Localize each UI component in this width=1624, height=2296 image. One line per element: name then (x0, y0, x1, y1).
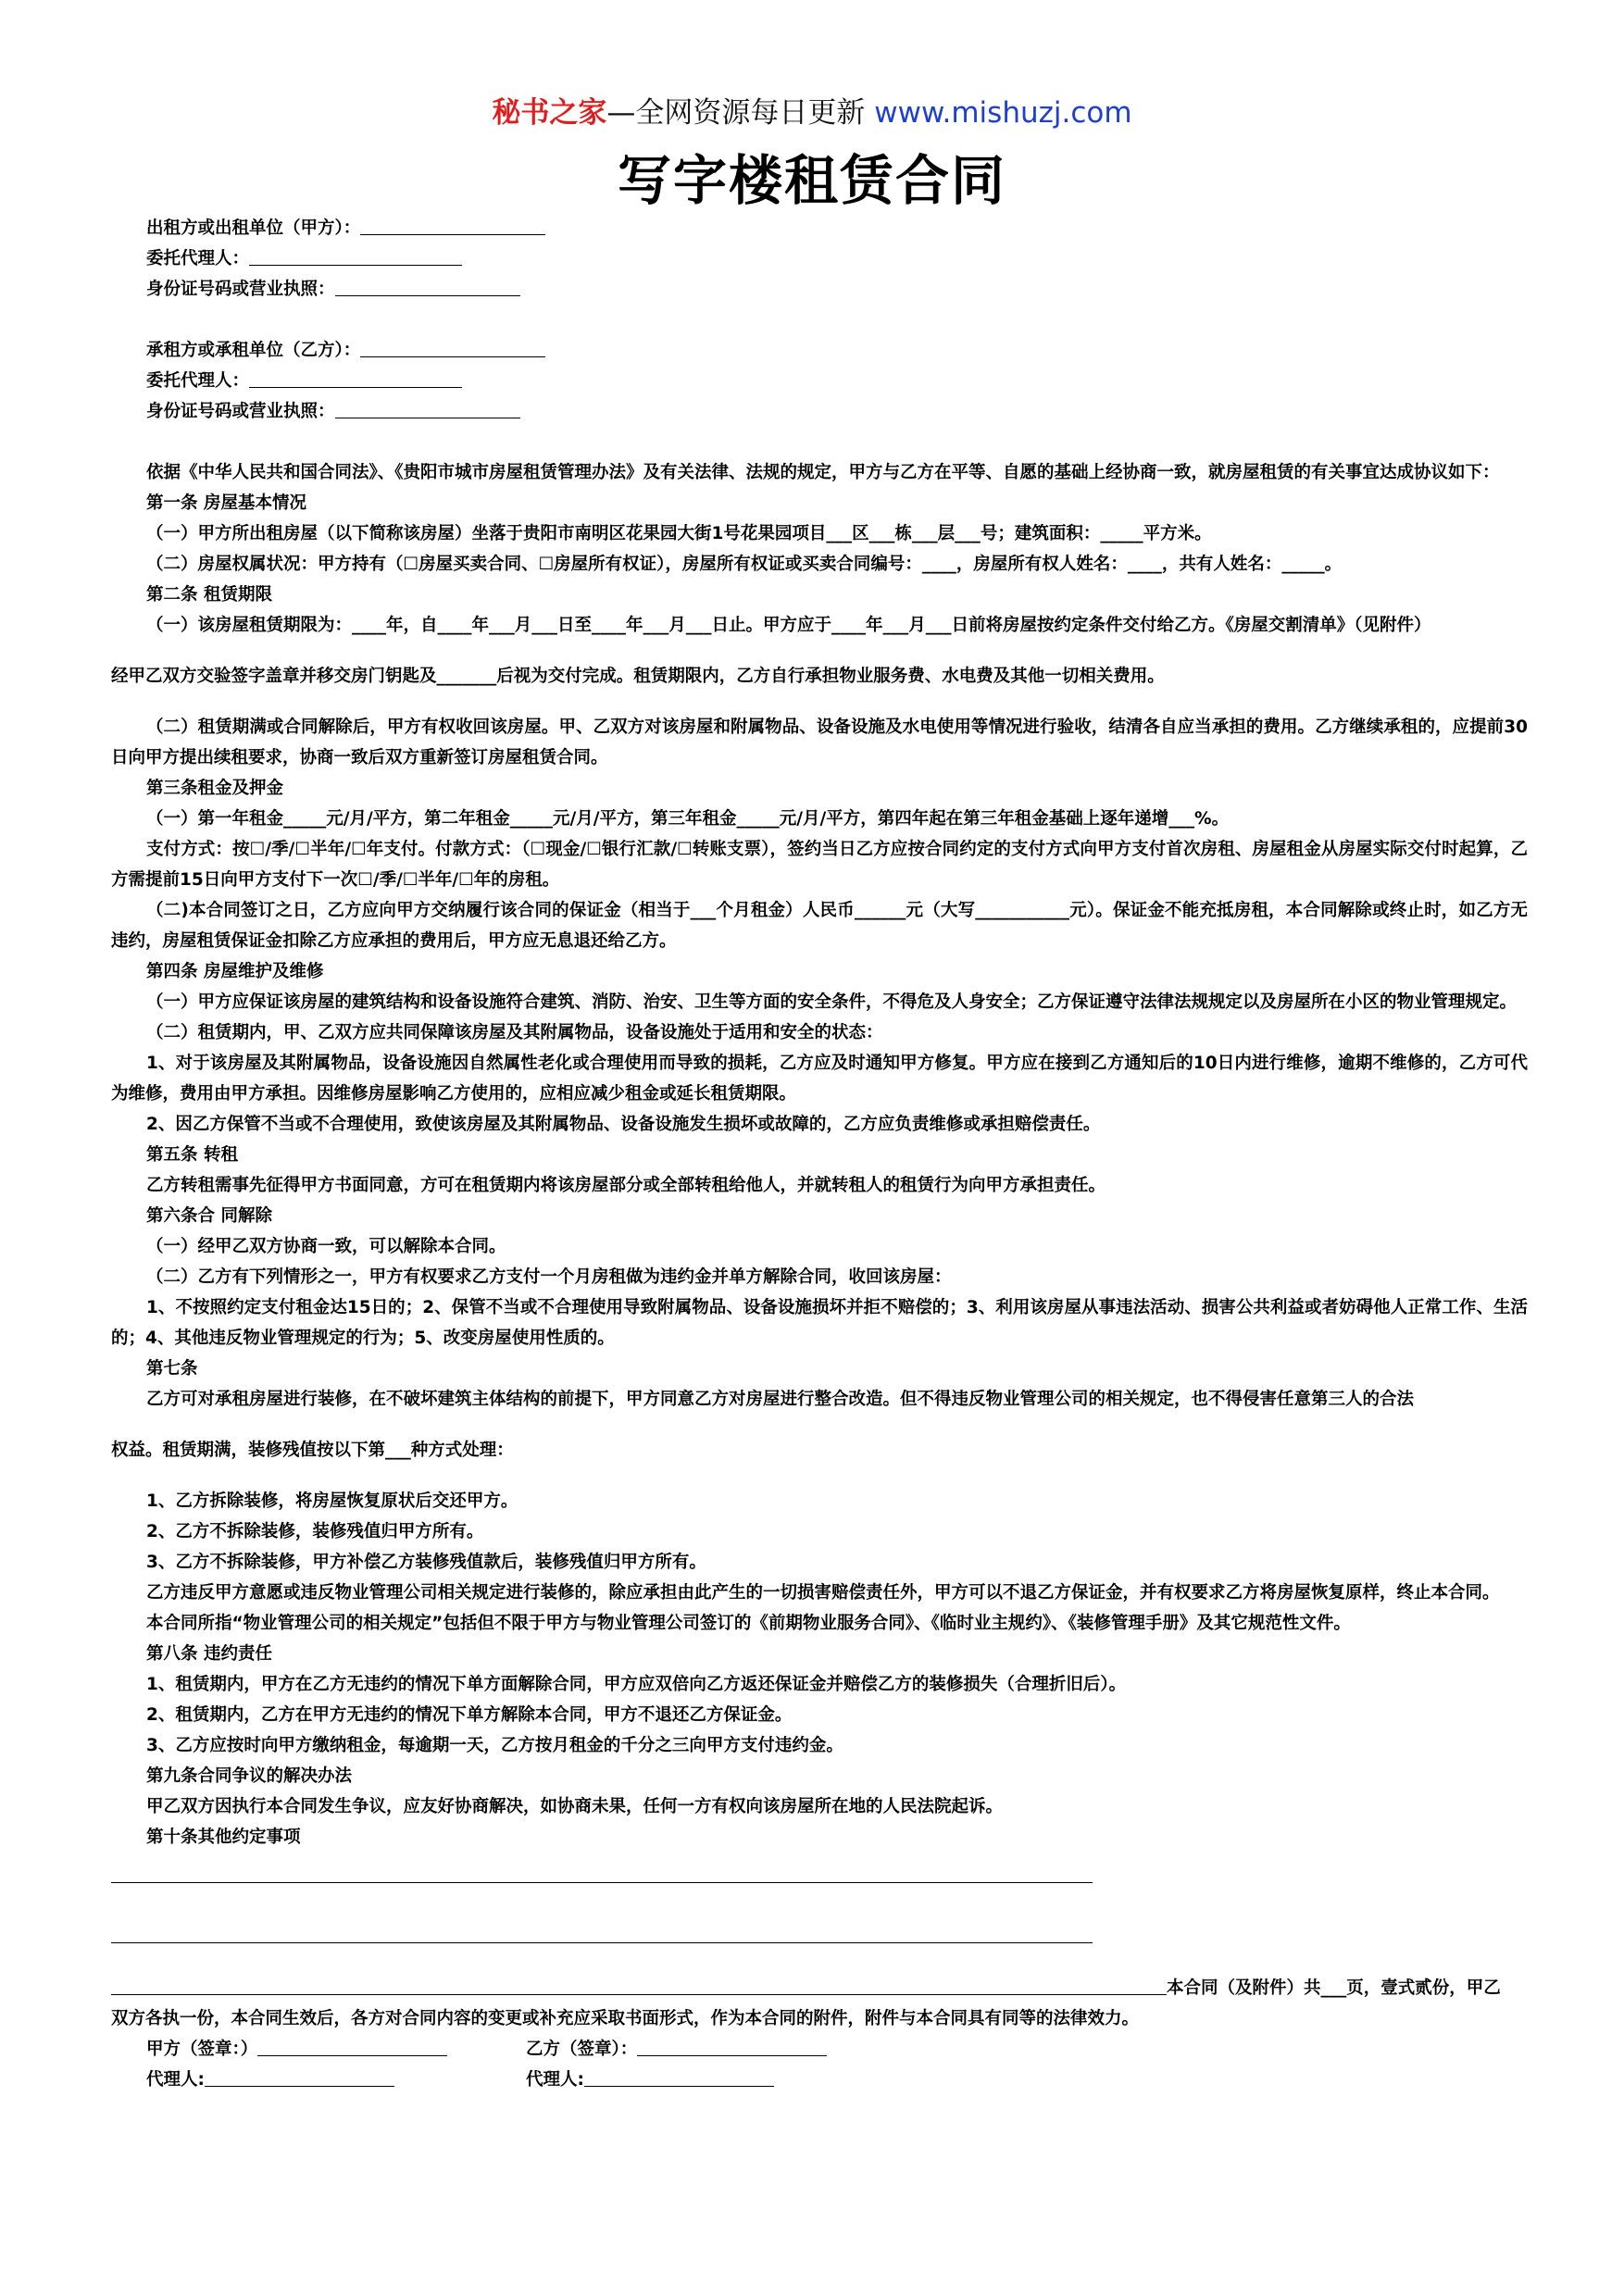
article-3-item-1: （一）第一年租金_____元/月/平方，第二年租金_____元/月/平方，第三年租金_____元/月/平方，第四年起在第三年租金基础上逐年递增___%。 (146, 809, 1230, 829)
lessee-id-blank (335, 399, 520, 418)
closing-effect: 双方各执一份，本合同生效后，各方对合同内容的变更或补充应采取书面形式，作为本合同的附件，附件与本合同具有同等的法律效力。 (111, 2009, 1140, 2028)
lessor-field (111, 213, 1528, 243)
article-2-heading: 第二条 租赁期限 (146, 585, 272, 605)
article-9-body: 甲乙双方因执行本合同发生争议，应友好协商解决，如协商未果，任何一方有权向该房屋所在地的人民法院起诉。 (146, 1797, 1004, 1816)
article-7-body-cont: 权益。租赁期满，装修残值按以下第___种方式处理： (111, 1441, 514, 1460)
article-3-item-2: （二)本合同签订之日，乙方应向甲方交纳履行该合同的保证金（相当于___个月租金）人民币______元（大写___________元）。保证金不能充抵房租，本合同解除或终止时，如乙方无违约，房屋租赁保证金扣除乙方应承担的费用后，甲方应无息退还给乙方。 (111, 901, 1528, 951)
lessor-agent-field (111, 243, 1528, 274)
article-1-item-1: （一）甲方所出租房屋（以下简称该房屋）坐落于贵阳市南明区花果园大街1号花果园项目___区___栋___层___号；建筑面积：_____平方米。 (146, 524, 1212, 543)
agent-b-label: 代理人: (526, 2070, 584, 2090)
agent-a-signature (146, 2065, 526, 2095)
agent-row (111, 2065, 1528, 2095)
lessor-label: 出租方或出租单位（甲方）： (146, 218, 361, 238)
lessee-agent-label: 委托代理人： (146, 371, 250, 391)
signature-row (111, 2034, 1528, 2065)
article-9-heading: 第九条合同争议的解决办法 (146, 1766, 353, 1786)
article-5-heading: 第五条 转租 (146, 1145, 238, 1165)
lessee-label: 承租方或承租单位（乙方）： (146, 341, 361, 360)
article-7-body: 乙方可对承租房屋进行装修，在不破坏建筑主体结构的前提下，甲方同意乙方对房屋进行整合改造。但不得违反物业管理公司的相关规定，也不得侵害任意第三人的合法 (146, 1390, 1415, 1409)
contract-body (111, 213, 1528, 2095)
lessor-agent-blank (249, 246, 462, 266)
article-6-item-2: （二）乙方有下列情形之一，甲方有权要求乙方支付一个月房租做为违约金并单方解除合同，收回该房屋： (146, 1267, 952, 1287)
article-8-item-2: 2、租赁期内，乙方在甲方无违约的情况下单方解除本合同，甲方不退还乙方保证金。 (146, 1705, 793, 1725)
lessor-agent-label: 委托代理人： (146, 249, 250, 268)
lessor-id-label: 身份证号码或营业执照： (146, 280, 335, 299)
closing-copies-text: 本合同（及附件）共___页，壹式贰份，甲乙 (1167, 1978, 1501, 1998)
lessee-field (111, 335, 1528, 366)
article-7-definition: 本合同所指“物业管理公司的相关规定”包括但不限于甲方与物业管理公司签订的《前期物业服务合同》、《临时业主规约》、《装修管理手册》及其它规范性文件。 (146, 1614, 1351, 1633)
article-1-item-2: （二）房屋权属状况：甲方持有（☐房屋买卖合同、☐房屋所有权证），房屋所有权证或买卖合同编号：____，房屋所有权人姓名：____，共有人姓名：_____。 (146, 555, 1343, 574)
lessor-id-blank (335, 277, 520, 296)
article-1-heading: 第一条 房屋基本情况 (146, 493, 306, 513)
site-slogan: —全网资源每日更新 (606, 96, 875, 130)
article-3-payment: 支付方式：按☐/季/☐半年/☐年支付。付款方式：（☐现金/☐银行汇款/☐转账支票），签约当日乙方应按合同约定的支付方式向甲方支付首次房租、房屋租金从房屋实际交付时起算，乙方需提前15日向甲方支付下一次☐/季/☐半年/☐年的房租。 (111, 840, 1528, 890)
lessor-id-field (111, 274, 1528, 305)
article-4-sub-2: 2、因乙方保管不当或不合理使用，致使该房屋及其附属物品、设备设施发生损坏或故障的，乙方应负责维修或承担赔偿责任。 (146, 1115, 1101, 1134)
site-banner (0, 94, 1624, 131)
article-7-option-3: 3、乙方不拆除装修，甲方补偿乙方装修残值款后，装修残值归甲方所有。 (146, 1553, 706, 1572)
other-terms-line-1 (111, 1853, 1093, 1883)
lessee-agent-blank (249, 368, 462, 388)
party-a-signature (146, 2034, 526, 2065)
party-b-label: 乙方（签章）： (526, 2040, 638, 2059)
article-8-heading: 第八条 违约责任 (146, 1644, 272, 1664)
article-3-heading: 第三条租金及押金 (146, 779, 284, 798)
preamble: 依据《中华人民共和国合同法》、《贵阳市城市房屋租赁管理办法》及有关法律、法规的规定，甲方与乙方在平等、自愿的基础上经协商一致，就房屋租赁的有关事宜达成协议如下： (146, 463, 1500, 482)
article-6-heading: 第六条合 同解除 (146, 1206, 272, 1226)
article-4-heading: 第四条 房屋维护及维修 (146, 962, 324, 981)
article-6-conditions: 1、不按照约定支付租金达15日的；2、保管不当或不合理使用导致附属物品、设备设施损坏并拒不赔偿的；3、利用该房屋从事违法活动、损害公共利益或者妨碍他人正常工作、生活的；4、其他违反物业管理规定的行为；5、改变房屋使用性质的。 (111, 1298, 1528, 1348)
agent-a-blank (205, 2067, 394, 2087)
article-8-item-3: 3、乙方应按时向甲方缴纳租金，每逾期一天，乙方按月租金的千分之三向甲方支付违约金。 (146, 1736, 843, 1755)
article-4-item-2: （二）租赁期内，甲、乙双方应共同保障该房屋及其附属物品，设备设施处于适用和安全的状态： (146, 1023, 883, 1042)
article-4-item-1: （一）甲方应保证该房屋的建筑结构和设备设施符合建筑、消防、治安、卫生等方面的安全条件，不得危及人身安全；乙方保证遵守法律法规规定以及房屋所在小区的物业管理规定。 (146, 992, 1518, 1012)
lessee-id-label: 身份证号码或营业执照： (146, 402, 335, 421)
article-2-item-2: （二）租赁期满或合同解除后，甲方有权收回该房屋。甲、乙双方对该房屋和附属物品、设备设施及水电使用等情况进行验收，结清各自应当承担的费用。乙方继续承租的，应提前30日向甲方提出续租要求，协商一致后双方重新签订房屋租赁合同。 (111, 718, 1528, 767)
agent-a-label: 代理人: (146, 2070, 205, 2090)
lessee-agent-field (111, 366, 1528, 396)
agent-b-blank (584, 2067, 774, 2087)
site-brand: 秘书之家 (492, 96, 607, 130)
contract-title: 写字楼租赁合同 (617, 149, 1006, 212)
article-10-heading: 第十条其他约定事项 (146, 1828, 301, 1847)
article-5-body: 乙方转租需事先征得甲方书面同意，方可在租赁期内将该房屋部分或全部转租给他人，并就转租人的租赁行为向甲方承担责任。 (146, 1176, 1106, 1195)
article-7-violation: 乙方违反甲方意愿或违反物业管理公司相关规定进行装修的，除应承担由此产生的一切损害赔偿责任外，甲方可以不退乙方保证金，并有权要求乙方将房屋恢复原样，终止本合同。 (146, 1583, 1500, 1603)
closing-copies (111, 1973, 1528, 2003)
lessee-blank (360, 338, 545, 357)
other-terms-line-2 (111, 1913, 1093, 1943)
party-a-blank (257, 2037, 447, 2056)
article-4-sub-1: 1、对于该房屋及其附属物品，设备设施因自然属性老化或合理使用而导致的损耗，乙方应及时通知甲方修复。甲方应在接到乙方通知后的10日内进行维修，逾期不维修的，乙方可代为维修，费用由甲方承担。因维修房屋影响乙方使用的，应相应减少租金或延长租赁期限。 (111, 1054, 1528, 1104)
lessor-blank (360, 216, 545, 235)
article-8-item-1: 1、租赁期内，甲方在乙方无违约的情况下单方面解除合同，甲方应双倍向乙方返还保证金并赔偿乙方的装修损失（合理折旧后）。 (146, 1675, 1127, 1694)
article-6-item-1: （一）经甲乙双方协商一致，可以解除本合同。 (146, 1237, 506, 1256)
lessee-id-field (111, 396, 1528, 427)
article-7-heading: 第七条 (146, 1359, 198, 1379)
other-terms-line-3 (111, 1976, 1167, 1995)
party-b-blank (637, 2037, 827, 2056)
site-url-link[interactable]: www.mishuzj.com (874, 96, 1132, 130)
party-a-label: 甲方（签章：） (146, 2040, 258, 2059)
article-2-item-1-cont: 经甲乙双方交验签字盖章并移交房门钥匙及_______后视为交付完成。租赁期限内，乙方自行承担物业服务费、水电费及其他一切相关费用。 (111, 667, 1165, 686)
party-b-signature (526, 2040, 827, 2059)
article-7-option-2: 2、乙方不拆除装修，装修残值归甲方所有。 (146, 1522, 484, 1541)
article-2-item-1: （一）该房屋租赁期限为：____年，自____年___月___日至____年___月___日止。甲方应于____年___月___日前将房屋按约定条件交付给乙方。《房屋交割清单》（见附件） (146, 616, 1431, 635)
agent-b-signature (526, 2070, 774, 2090)
article-7-option-1: 1、乙方拆除装修，将房屋恢复原状后交还甲方。 (146, 1491, 518, 1511)
